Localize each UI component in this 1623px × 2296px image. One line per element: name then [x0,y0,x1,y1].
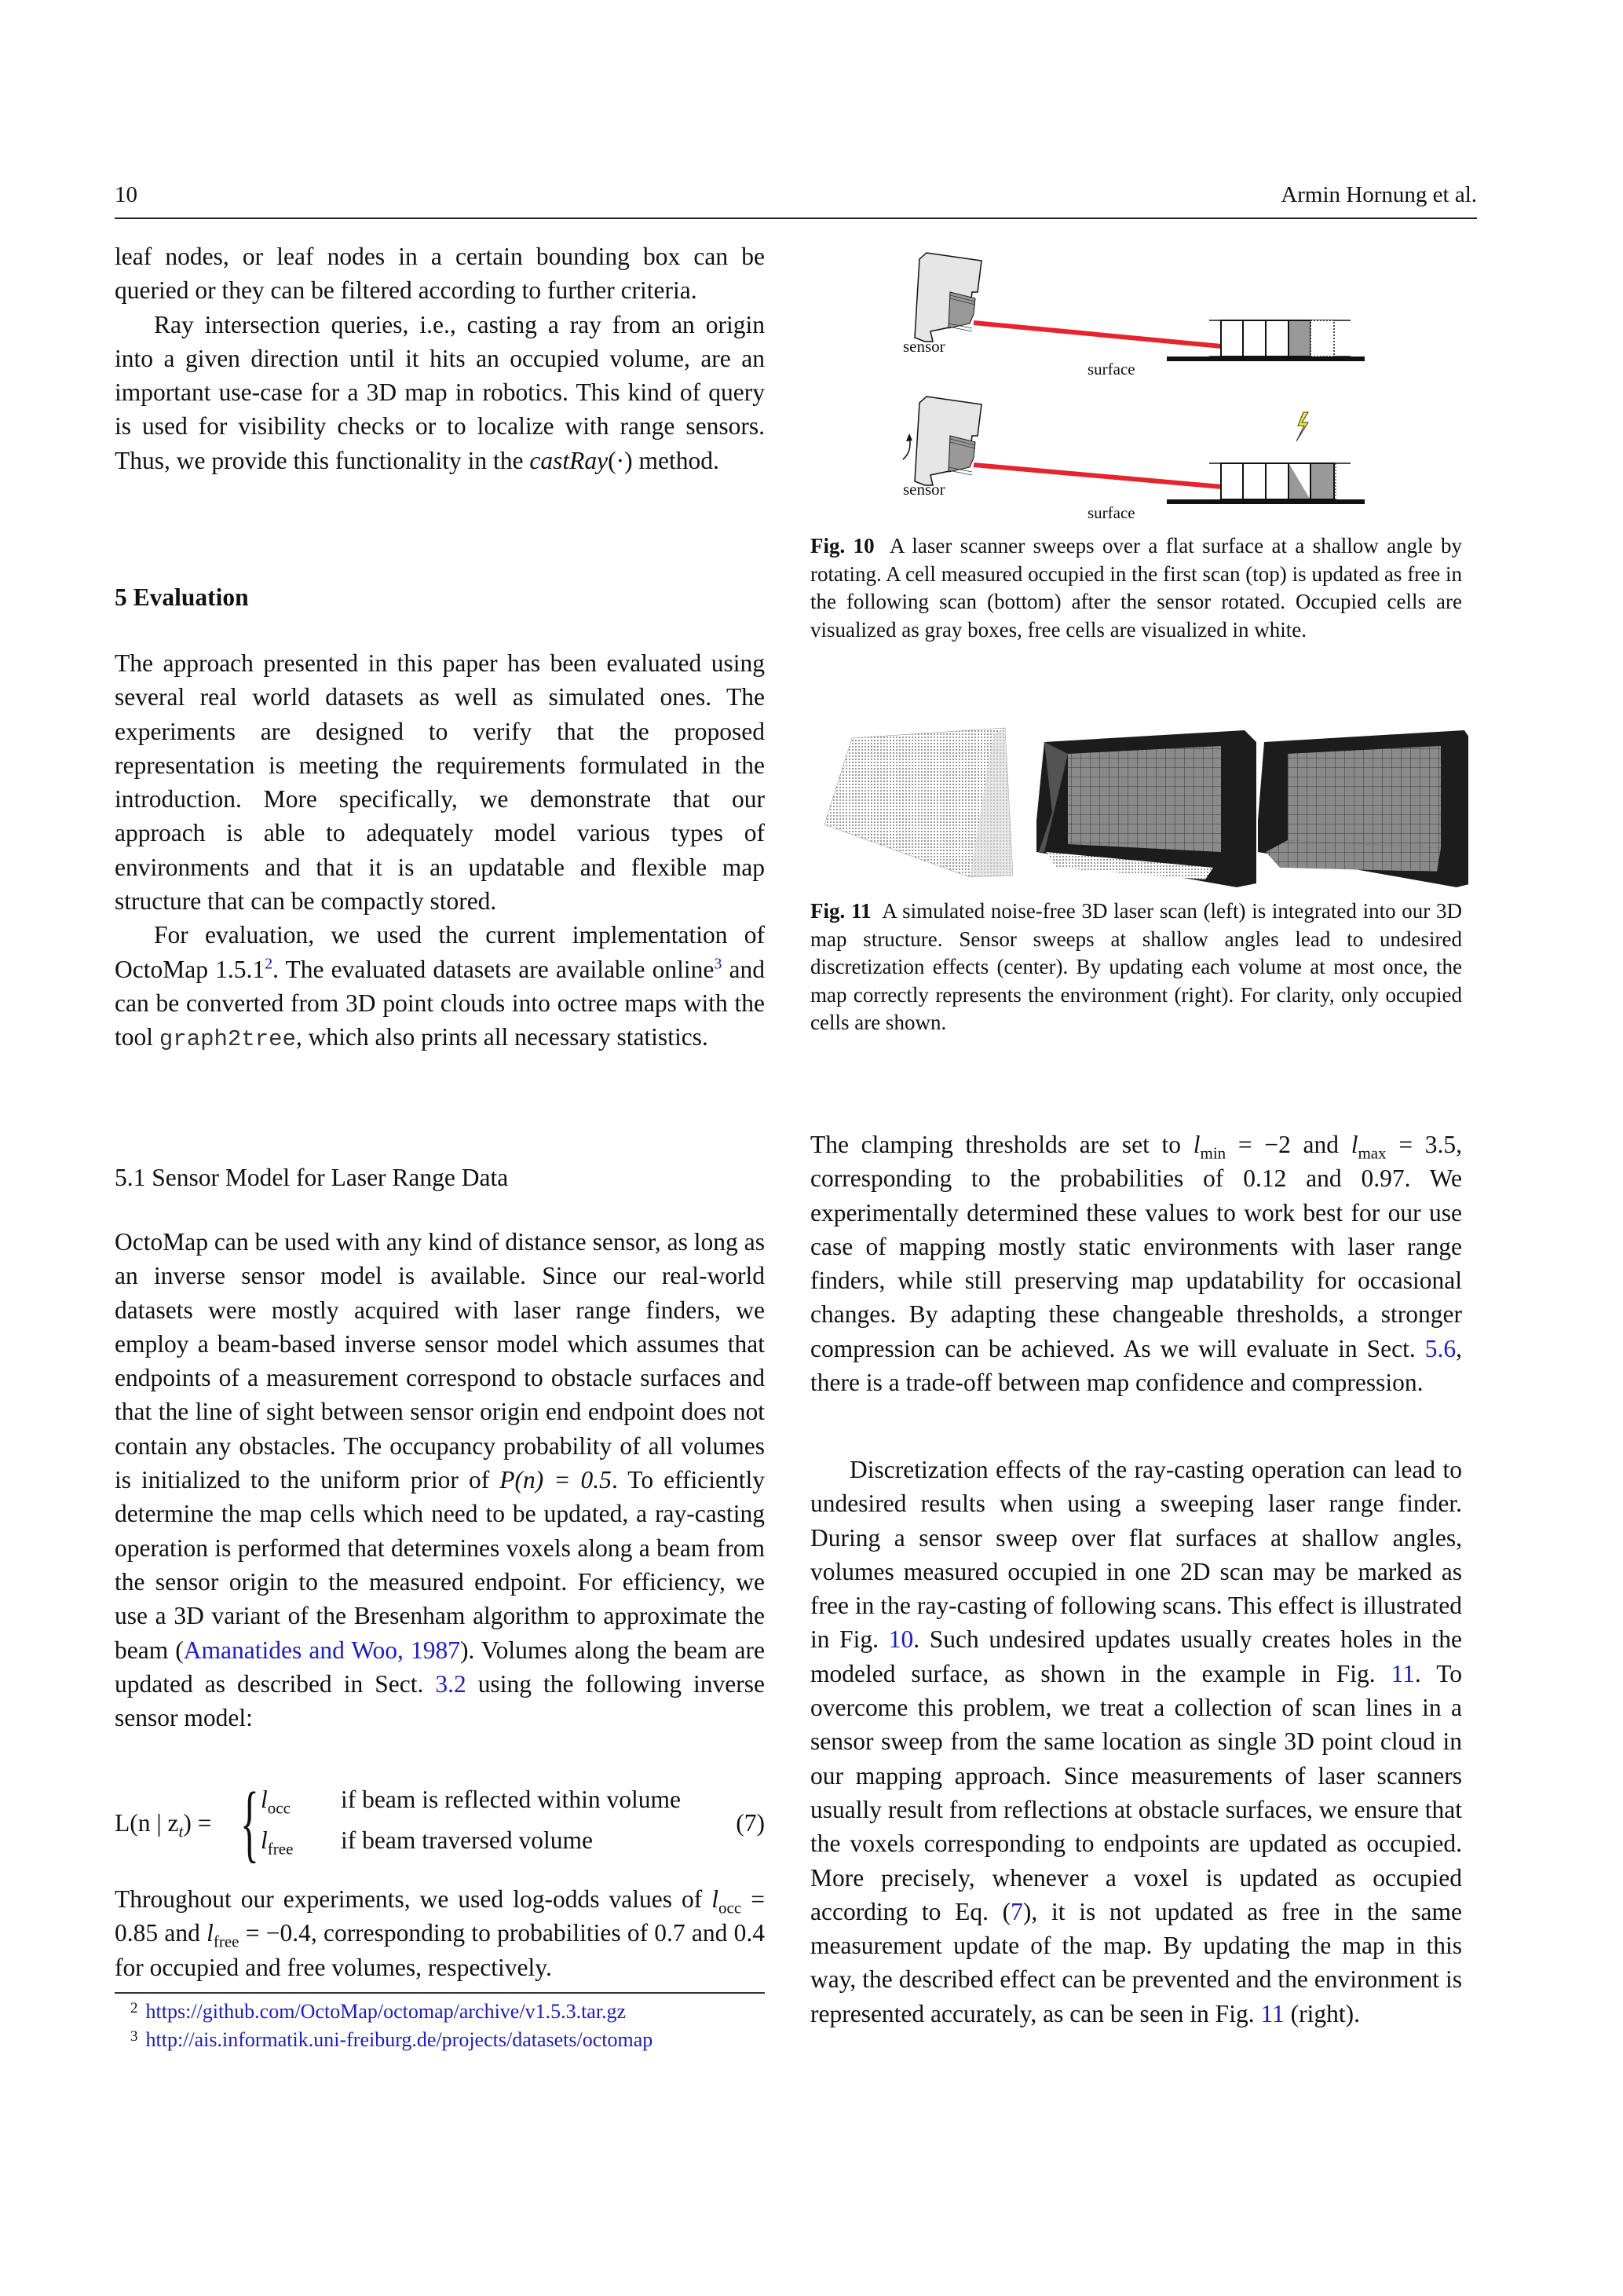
figure-11-images [817,711,1468,891]
caption-label: Fig. 10 [810,534,875,558]
paragraph [115,1882,765,1984]
subscript: t [178,1822,184,1841]
text: . To efficiently determine the map cells which need to be updated, a ray-casting operation is performed that determines voxels along a beam from the sensor origin to the measured endpoint. For efficiency, we use a 3D variant of the Bresenham algorithm to approximate the beam ( [115,1466,765,1664]
subscript: free [267,1839,294,1859]
surface-label-bottom: surface [1087,503,1135,522]
equation-ref-link[interactable]: 7 [1011,1897,1023,1925]
text: Discretization effects of the ray-casting operation can lead to undesired results when using a sweeping laser range finder. During a sensor sweep over flat surfaces at shallow angles, volumes measured occupied in one 2D scan may be marked as free in the ray-casting of following scans. This effect is illustrated in Fig. [810,1456,1462,1654]
formula-prior: P(n) = 0.5 [499,1466,612,1494]
figure-ref-link[interactable]: 10 [888,1625,914,1654]
paragraph [810,1453,1462,2031]
symbol: l [1351,1131,1358,1158]
equation-condition-free: if beam traversed volume [341,1826,593,1854]
symbol: l [1193,1131,1201,1158]
footnote-ref-3[interactable]: 3 [714,955,722,973]
text: = −0.4, corresponding to probabilities of 0.7 and 0.4 for occupied and free volumes, respectively. [115,1919,765,1981]
subscript: max [1358,1143,1387,1163]
curly-brace: { [240,1775,259,1870]
sensor-label-top: sensor [903,337,945,356]
point-cloud-scan-left [824,728,1013,877]
figure-11-caption [810,898,1462,1037]
footnote-3 [130,2028,652,2052]
caption-label: Fig. 11 [810,899,872,923]
text: L(n | z [115,1809,179,1837]
text: ) = [183,1809,212,1837]
equation-case-free [261,1826,294,1859]
text: . To overcome this problem, we treat a collection of scan lines in a sensor sweep from the same location as single 3D point cloud in our mapping approach. Since measurements of laser scanners usually result from reflections at obstacle surfaces, we ensure that the voxels corresponding to endpoints are updated as occupied. More precisely, whenever a voxel is updated as occupied according to Eq. ( [810,1659,1462,1925]
lightning-bolt-icon [1296,412,1308,441]
text: and can be converted from 3D point clouds into octree maps with the tool [115,955,765,1051]
paragraph [115,1225,765,1735]
tool-name: graph2tree [159,1026,296,1053]
right-column-discretization [810,1453,1462,2031]
method-name: castRay [529,446,609,474]
subscript: occ [718,1898,742,1918]
caption-text: A laser scanner sweeps over a flat surface at a shallow angle by rotating. A cell measured occupied in the first scan (top) is updated as free in the following scan (bottom) after the sensor rotated. Occupied cells are visualized as gray boxes, free cells are visualized in white. [810,534,1462,642]
surface-line-top [1167,356,1365,361]
equation-7 [115,1775,765,1870]
footnote-ref-2[interactable]: 2 [265,955,273,973]
surface-label-top: surface [1087,360,1135,378]
text: (right). [1284,1999,1361,2027]
symbol: l [207,1919,214,1947]
citation-link[interactable]: Amanatides and Woo, 1987 [183,1636,460,1664]
text: ), it is not updated as free in the same measurement update of the map. By updating the map in this way, the described effect can be prevented and the environment is represented accurately, as can be seen in Fig. [810,1897,1463,2027]
equation-number: (7) [736,1809,765,1837]
equation-condition-occ: if beam is reflected within volume [341,1786,681,1813]
subscript: free [213,1932,239,1951]
text: = −2 and [1237,1131,1351,1158]
occupied-cell [1289,320,1310,356]
text: method. [632,446,719,474]
sensor-bottom [915,397,981,485]
caption-text: A simulated noise-free 3D laser scan (left) is integrated into our 3D map structure. Sensor sweeps at shallow angles lead to undesired discretization effects (center). By updating each volume at most once, the map correctly represents the environment (right). For clarity, only occupied cells are shown. [810,899,1462,1034]
text: (·) [608,446,633,474]
text: = 0.85 and [115,1885,766,1947]
left-column-intro [115,239,765,477]
symbol: l [261,1826,268,1854]
grid-cells-top [1209,320,1351,356]
text: ). Volumes along the beam are updated as described in Sect. [115,1636,766,1698]
sensor-top [915,253,981,342]
text: OctoMap can be used with any kind of distance sensor, as long as an inverse sensor model is available. Since our real-world datasets were mostly acquired with laser range finders, we employ a beam-based inverse sensor model which assumes that endpoints of a measurement correspond to obstacle surfaces and that the line of sight between sensor origin end endpoint does not contain any obstacles. The occupancy probability of all volumes is initialized to the uniform prior of [115,1228,765,1494]
surface-line-bottom [1167,499,1365,504]
footnote-link[interactable]: https://github.com/OctoMap/octomap/archive/v1.5.3.tar.gz [145,2000,627,2023]
text: For evaluation, we used the current implementation of OctoMap 1.5.1 [115,921,765,983]
grid-cells-bottom [1209,463,1351,499]
right-column-clamping [810,1128,1462,1399]
voxel-map-center [1036,730,1256,887]
text: The clamping thresholds are set to [810,1131,1193,1158]
figure-10-caption [810,532,1462,644]
figure-10-diagram [864,236,1398,526]
section-ref-link[interactable]: 5.6 [1424,1334,1457,1362]
left-column-evaluation [115,646,765,1057]
left-column-sensor-model [115,1225,765,1735]
paragraph [115,308,765,477]
figure-ref-link[interactable]: 11 [1260,1999,1285,2027]
footnote-link[interactable]: http://ais.informatik.uni-freiburg.de/projects/datasets/octomap [145,2028,653,2051]
text: Ray intersection queries, i.e., casting a ray from an origin into a given direction until it hits an occupied volume, are an important use-case for a 3D map in robotics. This kind of query is used for visibility checks or to localize with range sensors. Thus, we provide this functionality in the [115,310,765,474]
subscript: min [1200,1143,1226,1163]
equation-lhs [115,1809,212,1841]
text: . Such undesired updates usually creates holes in the modeled surface, as shown in the example in Fig. [810,1625,1462,1687]
paragraph [115,918,765,1056]
text: . The evaluated datasets are available online [272,955,715,983]
subsection-heading: 5.1 Sensor Model for Laser Range Data [115,1164,509,1191]
footnote-rule [115,1992,765,1994]
text: using the following inverse sensor model: [115,1669,766,1732]
symbol: l [261,1786,268,1813]
footnote-2 [130,2000,626,2024]
text: , there is a trade-off between map confidence and compression. [810,1334,1462,1397]
paragraph: The approach presented in this paper has been evaluated using several real world datasets as well as simulated ones. The experiments are designed to verify that the proposed representation is meeting the requirements formulated in the introduction. More specifically, we demonstrate that our approach is able to adequately model various types of environments and that it is an updatable and flexible map structure that can be compactly stored. [115,649,765,916]
text: Throughout our experiments, we used log-odds values of [115,1885,712,1913]
subscript: occ [267,1798,291,1818]
voxel-map-right [1258,730,1468,887]
occupied-cell [1310,463,1334,499]
running-header-author: Armin Hornung et al. [1281,182,1477,207]
equation-case-occ [261,1786,291,1818]
paragraph: leaf nodes, or leaf nodes in a certain bounding box can be queried or they can be filtered according to further criteria. [115,243,765,305]
sensor-label-bottom: sensor [903,480,945,499]
section-ref-link[interactable]: 3.2 [435,1669,466,1698]
header-rule [115,218,1477,219]
section-heading: 5 Evaluation [115,583,249,611]
text: , which also prints all necessary statistics. [295,1023,708,1051]
page-number: 10 [115,182,137,207]
left-column-logodds [115,1882,765,1984]
figure-ref-link[interactable]: 11 [1391,1659,1415,1687]
footnote-mark: 2 [130,2000,138,2016]
footnote-mark: 3 [130,2028,138,2045]
paragraph [810,1128,1462,1399]
symbol: l [711,1885,719,1913]
text: = 3.5, corresponding to the probabilities of 0.12 and 0.97. We experimentally determined these values to work best for our use case of mapping mostly static environments with laser range finders, while still preserving map updatability for occasional changes. By adapting these changeable thresholds, a stronger compression can be achieved. As we will evaluate in Sect. [810,1131,1463,1362]
